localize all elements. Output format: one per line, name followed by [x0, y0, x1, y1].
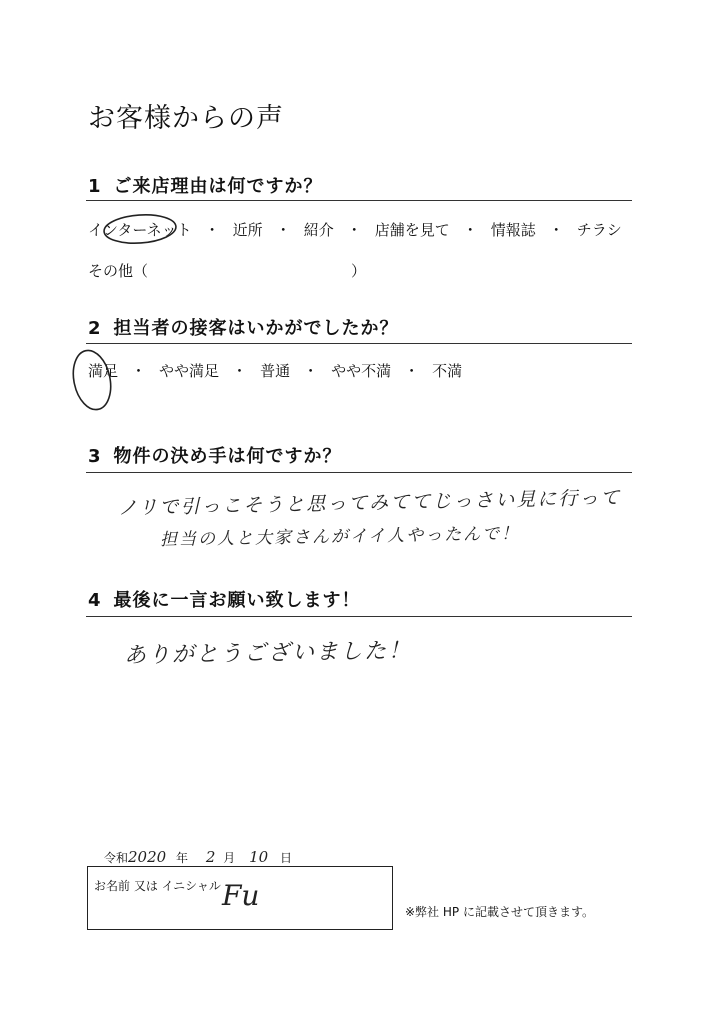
separator: ・: [303, 362, 319, 380]
option-dissatisfied[interactable]: 不満: [432, 362, 463, 380]
separator: ・: [346, 221, 362, 239]
option-neighborhood[interactable]: 近所: [232, 221, 263, 239]
option-saw-store[interactable]: 店舗を見て: [374, 221, 450, 239]
hp-note: ※弊社 HP に記載させて頂きます。: [405, 905, 594, 919]
question-1-options: [88, 219, 622, 240]
date-day-label: 日: [280, 851, 293, 865]
question-2-rule: [86, 343, 632, 344]
name-box[interactable]: [87, 866, 393, 930]
question-2-options: [88, 360, 462, 381]
question-2-text: 担当者の接客はいかがでしたか？: [113, 318, 399, 339]
name-signature: Fu: [222, 879, 260, 912]
date-year-label: 年: [176, 851, 189, 865]
question-1-heading: [88, 172, 323, 198]
question-4-number: 4: [88, 590, 102, 611]
question-1-text: ご来店理由は何ですか？: [113, 176, 323, 197]
page-title: お客様からの声: [88, 103, 284, 134]
question-3-rule: [86, 472, 632, 473]
question-3-heading: [88, 442, 342, 468]
separator: ・: [404, 362, 420, 380]
date-month-handwritten: 2: [205, 848, 216, 866]
other-close-paren: ）: [351, 262, 367, 280]
separator: ・: [548, 221, 564, 239]
option-referral[interactable]: 紹介: [303, 221, 334, 239]
question-4-text: 最後に一言お願い致します！: [113, 590, 361, 611]
question-4-heading: [88, 586, 361, 612]
option-flyer[interactable]: チラシ: [576, 221, 622, 239]
date-month-label: 月: [223, 851, 236, 865]
option-satisfied[interactable]: 満足: [88, 362, 119, 380]
question-4-rule: [86, 616, 632, 617]
separator: ・: [462, 221, 478, 239]
date-era: 令和: [104, 851, 129, 865]
question-2-heading: [88, 314, 399, 340]
question-1-number: 1: [88, 176, 102, 197]
separator: ・: [232, 362, 248, 380]
separator: ・: [131, 362, 147, 380]
date-day-handwritten: 10: [249, 848, 269, 866]
date-year-handwritten: 2020: [128, 848, 167, 866]
date-row: [104, 848, 292, 866]
other-label: その他（: [88, 262, 149, 280]
separator: ・: [275, 221, 291, 239]
question-4-answer-line-1: ありがとうございました！: [123, 638, 413, 669]
question-2-number: 2: [88, 318, 102, 339]
question-1-rule: [86, 200, 632, 201]
question-3-answer-line-2: 担当の人と大家さんがイイ人やったんで！: [159, 523, 521, 551]
question-1-other-line: [88, 260, 367, 281]
option-magazine[interactable]: 情報誌: [490, 221, 536, 239]
separator: ・: [204, 221, 220, 239]
option-average[interactable]: 普通: [260, 362, 291, 380]
option-somewhat-satisfied[interactable]: やや満足: [159, 362, 220, 380]
option-internet[interactable]: インターネット: [88, 221, 192, 239]
question-3-text: 物件の決め手は何ですか？: [113, 446, 342, 467]
question-3-answer-line-1: ノリで引っこそうと思ってみててじっさい見に行って: [117, 486, 622, 520]
name-label: お名前 又は イニシャル: [94, 879, 221, 893]
question-3-number: 3: [88, 446, 102, 467]
option-somewhat-dissatisfied[interactable]: やや不満: [331, 362, 392, 380]
